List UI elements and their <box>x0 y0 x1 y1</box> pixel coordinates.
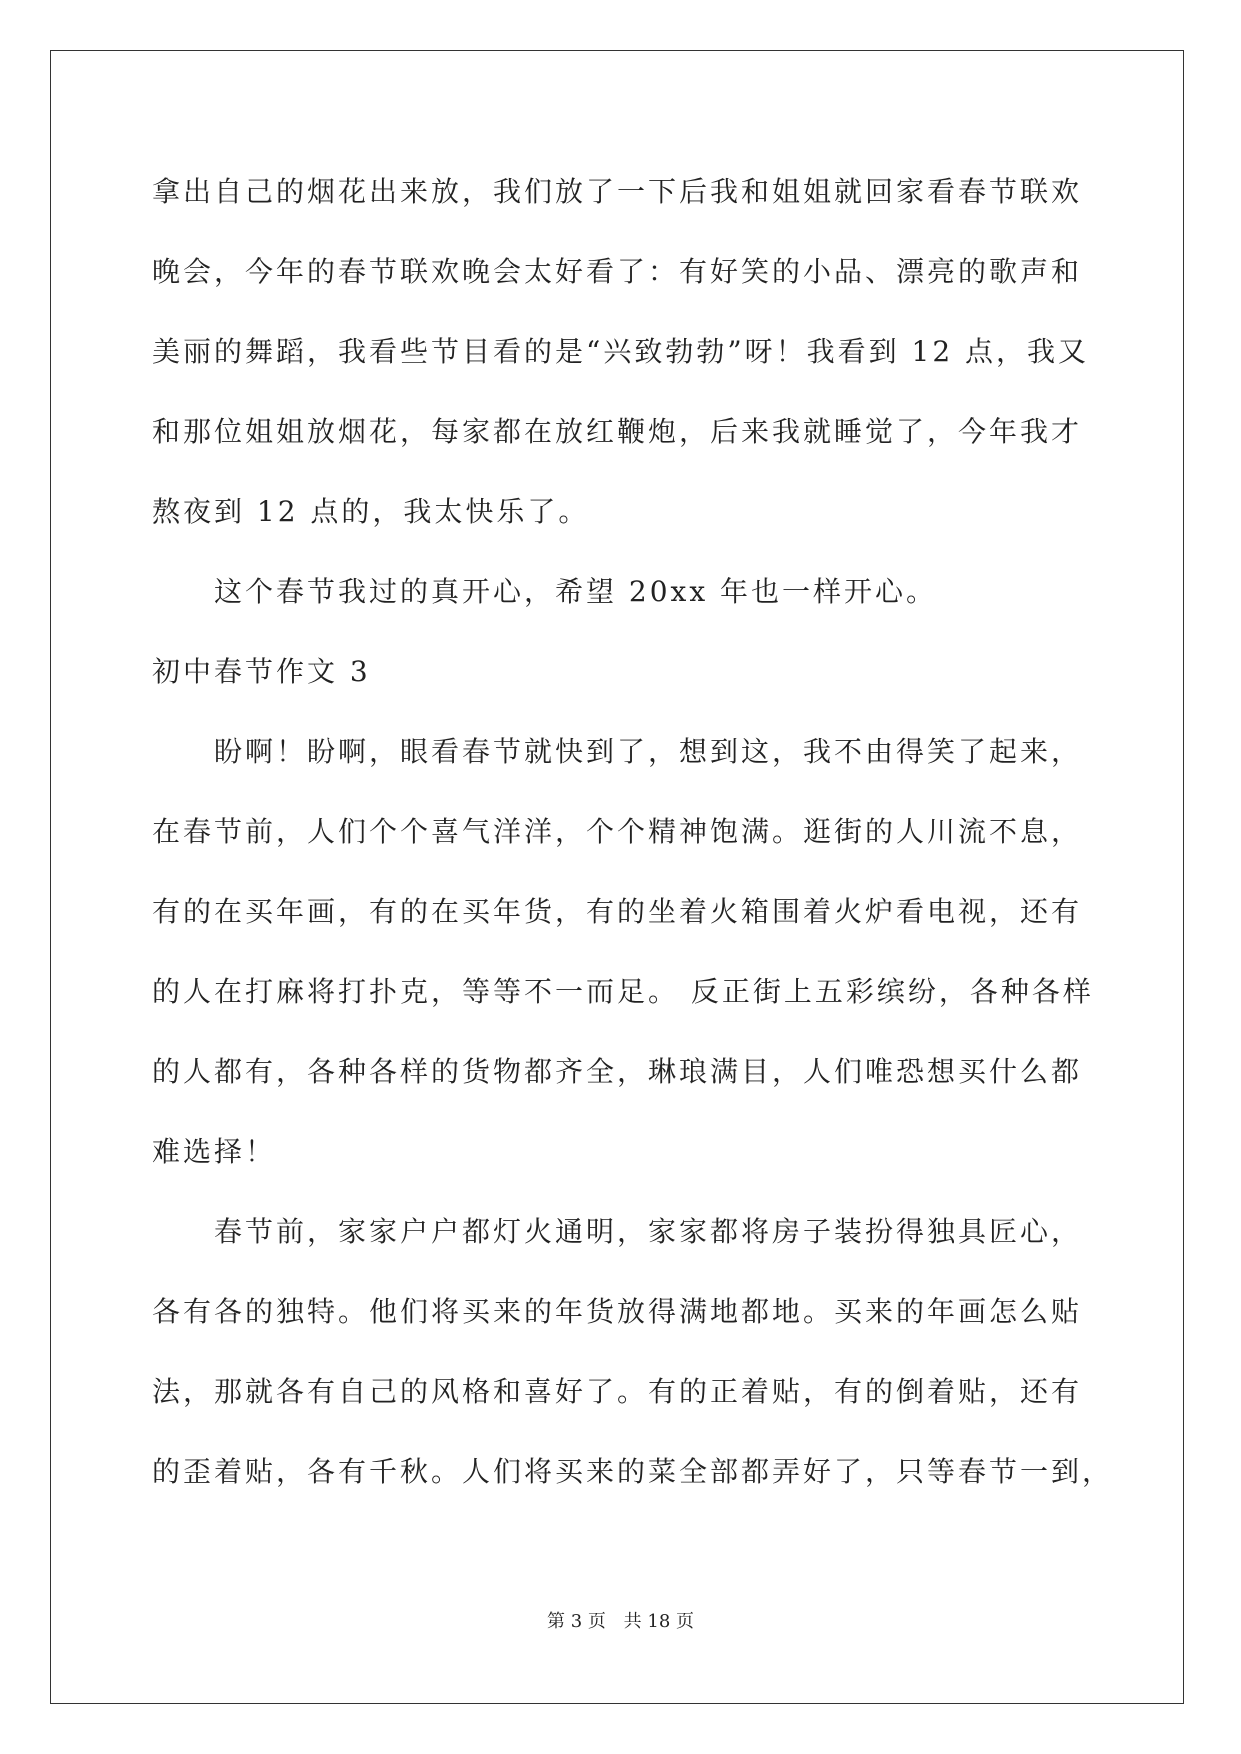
body-line: 法，那就各有自己的风格和喜好了。有的正着贴，有的倒着贴，还有 <box>152 1375 1083 1408</box>
body-line: 的人在打麻将打扑克，等等不一而足。 反正街上五彩缤纷，各种各样 <box>152 975 1094 1008</box>
body-line: 难选择！ <box>152 1135 277 1168</box>
body-line: 在春节前，人们个个喜气洋洋，个个精神饱满。逛街的人川流不息， <box>152 815 1083 848</box>
body-line: 盼啊！盼啊，眼看春节就快到了，想到这，我不由得笑了起来， <box>214 735 1083 768</box>
body-line: 的歪着贴，各有千秋。人们将买来的菜全部都弄好了，只等春节一到， <box>152 1455 1114 1488</box>
page-number-current: 第 3 页 <box>547 1611 606 1632</box>
body-line: 春节前，家家户户都灯火通明，家家都将房子装扮得独具匠心， <box>214 1215 1083 1248</box>
body-line: 有的在买年画，有的在买年货，有的坐着火箱围着火炉看电视，还有 <box>152 895 1083 928</box>
body-line: 美丽的舞蹈，我看些节目看的是“兴致勃勃”呀！我看到 12 点，我又 <box>152 335 1090 368</box>
body-line: 拿出自己的烟花出来放，我们放了一下后我和姐姐就回家看春节联欢 <box>152 175 1083 208</box>
body-line: 各有各的独特。他们将买来的年货放得满地都地。买来的年画怎么贴 <box>152 1295 1083 1328</box>
section-heading: 初中春节作文 3 <box>152 655 371 688</box>
body-line: 这个春节我过的真开心，希望 20xx 年也一样开心。 <box>214 575 938 608</box>
body-line: 的人都有，各种各样的货物都齐全，琳琅满目，人们唯恐想买什么都 <box>152 1055 1083 1088</box>
body-line: 晚会，今年的春节联欢晚会太好看了：有好笑的小品、漂亮的歌声和 <box>152 255 1083 288</box>
page-footer <box>0 1610 1241 1634</box>
body-line: 和那位姐姐放烟花，每家都在放红鞭炮，后来我就睡觉了，今年我才 <box>152 415 1083 448</box>
page-number-total: 共 18 页 <box>623 1611 694 1632</box>
body-line: 熬夜到 12 点的，我太快乐了。 <box>152 495 590 528</box>
